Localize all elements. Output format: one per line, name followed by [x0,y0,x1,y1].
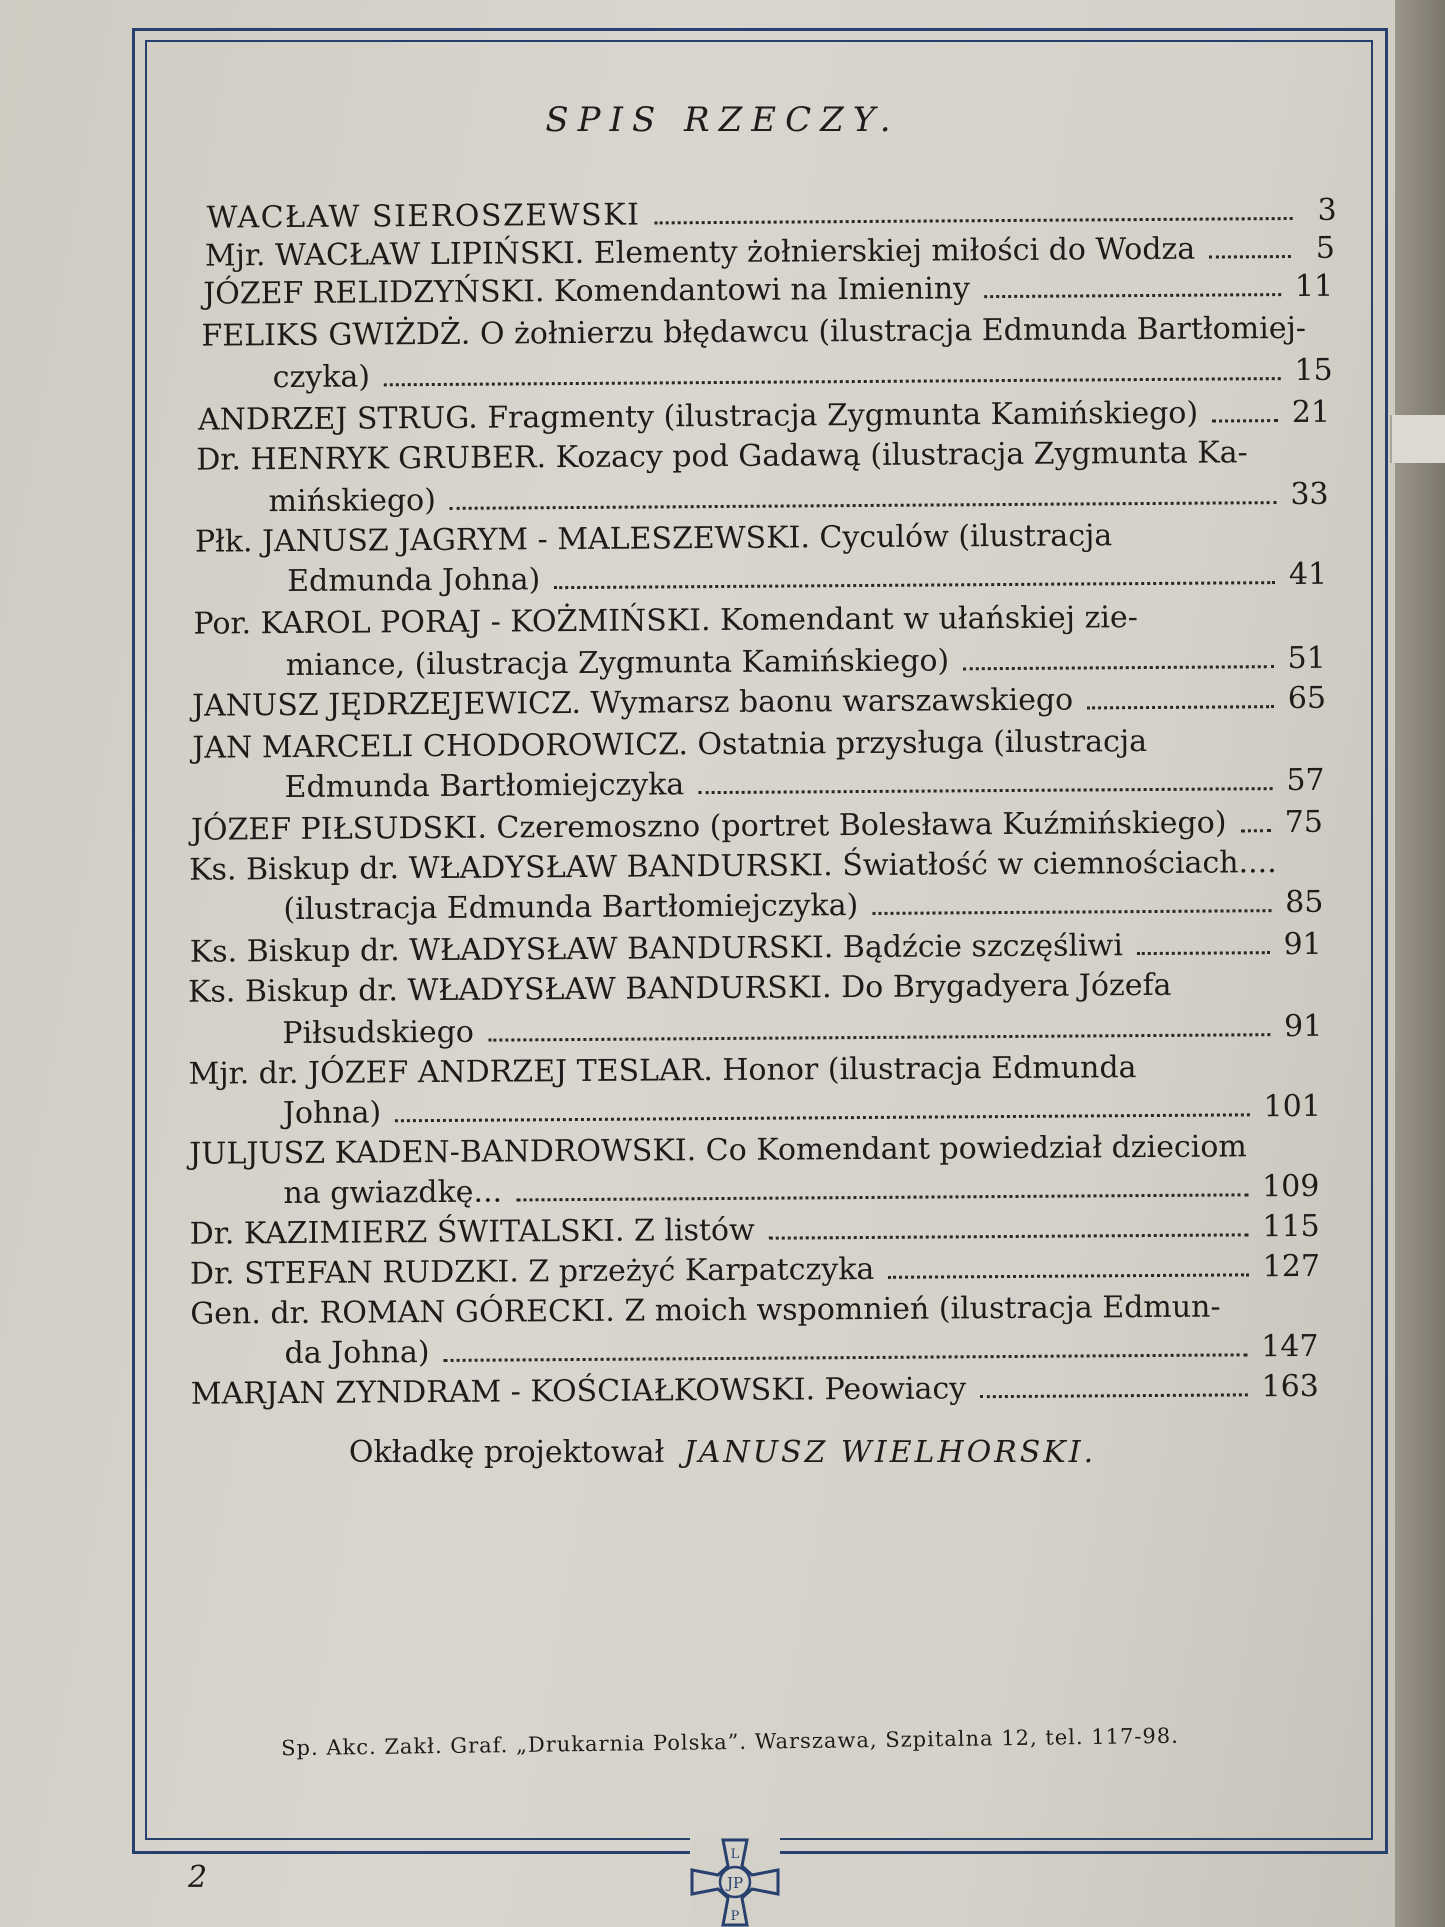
toc-entry-text: czyka) [272,359,371,396]
toc-entry [190,1210,1320,1252]
toc-entry-continuation [284,1330,1318,1371]
toc-entry-text: JULJUSZ KADEN-BANDROWSKI. Co Komendant powiedział dzieciom [189,1129,1247,1172]
toc-entry-continuation [282,1010,1322,1051]
toc-entry [188,1050,1318,1092]
leader-dots [554,581,1275,589]
toc-entry [203,270,1333,312]
leader-dots [1241,829,1271,832]
toc-entry-page: 33 [1290,476,1329,513]
toc-entry-page: 41 [1288,556,1328,593]
toc-entry-text: JÓZEF PIŁSUDSKI. Czeremoszno (portret Bolesława Kuźmińskiego) [190,805,1227,848]
toc-entry-continuation [287,558,1327,599]
leader-dots [980,1393,1247,1398]
toc-entry-page: 127 [1262,1248,1321,1285]
leader-dots [769,1233,1249,1239]
toc-entry [189,846,1323,888]
toc-entry-text: na gwiazdkę... [283,1174,503,1212]
leader-dots [963,665,1273,670]
toc-entry-text: FELIKS GWIŻDŻ. O żołnierzu błędawcu (ilustracja Edmunda Bartłomiej- [201,310,1307,354]
toc-entry-page: 11 [1294,268,1334,304]
toc-entry [190,1290,1318,1332]
toc-entry-text: Gen. dr. ROMAN GÓRECKI. Z moich wspomnień (ilustracja Edmun- [190,1289,1221,1332]
toc-entry-continuation [286,642,1326,683]
toc-entry-text: Dr. STEFAN RUDZKI. Z przeżyć Karpatczyka [189,1251,875,1292]
leader-dots [1137,951,1270,955]
toc-entry-text: Edmunda Bartłomiejczyka [284,767,685,806]
emblem-monogram: JP [726,1874,744,1892]
page-number: 2 [188,1860,208,1895]
leader-dots [384,377,1280,386]
leader-dots [1212,419,1278,422]
leader-dots [872,909,1271,915]
toc-entry-page: 101 [1263,1088,1321,1125]
toc-entry-text: Mjr. dr. JÓZEF ANDRZEJ TESLAR. Honor (ilustracja Edmunda [188,1050,1137,1092]
cover-designer-name: JANUSZ WIELHORSKI. [683,1435,1097,1470]
printer-imprint: Sp. Akc. Zakł. Graf. „Drukarnia Polska”. Warszawa, Szpitalna 12, tel. 117-98. [281,1723,1179,1761]
toc-entry [192,724,1324,766]
leader-dots [395,1113,1249,1122]
toc-entry-page: 109 [1262,1168,1320,1205]
toc-entry-page: 15 [1294,352,1333,388]
toc-entry-text: Ks. Biskup dr. WŁADYSŁAW BANDURSKI. Do Brygadyera Józefa [187,967,1172,1010]
toc-entry-page: 91 [1283,1008,1323,1045]
toc-entry [191,1370,1319,1412]
toc-entry-text: WACŁAW SIEROSZEWSKI [206,197,641,236]
toc-entry-text: JANUSZ JĘDRZEJEWICZ. Wymarsz baonu warszawskiego [191,682,1074,724]
toc-entry-text: Por. KAROL PORAJ - KOŻMIŃSKI. Komendant w ułańskiej zie- [193,600,1138,642]
toc-entry-page: 65 [1287,680,1327,717]
leader-dots [1209,255,1291,259]
toc-entry-page: 51 [1287,640,1326,677]
leader-dots [654,217,1292,224]
toc-entry-text: Mjr. WACŁAW LIPIŃSKI. Elementy żołnierskiej miłości do Wodza [204,231,1196,274]
toc-entry-text: Piłsudskiego [282,1014,475,1052]
toc-entry-text: Dr. KAZIMIERZ ŚWITALSKI. Z listów [189,1212,755,1252]
toc-entry [205,232,1335,274]
toc-entry [201,312,1333,354]
toc-entry-page: 163 [1261,1368,1319,1405]
toc-entry-page: 5 [1315,230,1335,266]
legion-cross-emblem-icon [690,1838,780,1927]
leader-dots [444,1353,1248,1362]
toc-entry-text: Dr. HENRYK GRUBER. Kozacy pod Gadawą (ilustracja Zygmunta Ka- [196,435,1248,478]
toc-entry-page: 85 [1285,884,1324,921]
emblem-letter-bottom: P [730,1909,740,1924]
toc-entry [191,806,1323,848]
toc-entry-text: da Johna) [284,1335,430,1372]
toc-entry-text: Johna) [282,1095,382,1132]
toc-entry [195,518,1329,560]
toc-entry-text: Płk. JANUSZ JAGRYM - MALESZEWSKI. Cyculów (ilustracja [194,518,1113,560]
leader-dots [888,1273,1248,1279]
underlying-page-edge [1395,0,1445,1927]
toc-entry-page: 115 [1262,1208,1320,1245]
leader-dots [984,293,1281,298]
emblem-letter-top: L [730,1847,740,1862]
toc-entry [207,194,1337,236]
toc-entry-continuation [268,478,1328,519]
toc-entry [198,396,1330,438]
toc-entry-text: Ks. Biskup dr. WŁADYSŁAW BANDURSKI. Bądźcie szczęśliwi [189,928,1124,970]
toc-entry-page: 21 [1291,394,1331,431]
toc-entry-page: 75 [1284,804,1323,841]
leader-dots [1087,705,1274,709]
toc-entry [190,1250,1320,1292]
toc-entry-continuation [283,1090,1321,1131]
toc-entry-text: miance, (ilustracja Zygmunta Kamińskiego) [285,643,950,684]
toc-entry-text: Edmunda Johna) [287,562,541,600]
toc-entry [192,682,1326,724]
toc-entry [196,436,1330,478]
toc-entry-text: (ilustracja Edmunda Bartłomiejczyka) [283,888,859,928]
toc-entry [189,1130,1319,1172]
toc-entry-continuation [284,764,1324,805]
leader-dots [516,1193,1248,1201]
toc-entry-page: 57 [1286,762,1325,799]
toc-entry [188,968,1320,1010]
toc-entry-page: 91 [1283,926,1322,963]
toc-entry-page: 3 [1317,192,1337,228]
toc-entry-text: JAN MARCELI CHODOROWICZ. Ostatnia przysługa (ilustracja [192,724,1148,766]
page-title: SPIS RZECZY. [545,100,900,140]
toc-entry-page: 147 [1261,1328,1319,1365]
leader-dots [488,1033,1270,1041]
toc-entry-text: MARJAN ZYNDRAM - KOŚCIAŁKOWSKI. Peowiacy [190,1371,967,1412]
leader-dots [450,501,1277,510]
toc-entry [193,600,1327,642]
toc-entry-continuation [273,354,1333,395]
leader-dots [698,787,1272,794]
page-tab-insert [1390,415,1445,463]
toc-entry-text: JÓZEF RELIDZYŃSKI. Komendantowi na Imieniny [203,271,971,312]
toc-entry [190,928,1322,970]
cover-credit [0,1435,1445,1470]
toc-entry-continuation [283,1170,1319,1211]
toc-entry-text: Ks. Biskup dr. WŁADYSŁAW BANDURSKI. Światłość w ciemnościach.... [189,845,1277,888]
cover-credit-label: Okładkę projektował [348,1435,665,1470]
toc-entry-text: mińskiego) [268,482,436,520]
toc-entry-text: ANDRZEJ STRUG. Fragmenty (ilustracja Zygmunta Kamińskiego) [197,395,1199,438]
toc-entry-continuation [283,886,1323,927]
